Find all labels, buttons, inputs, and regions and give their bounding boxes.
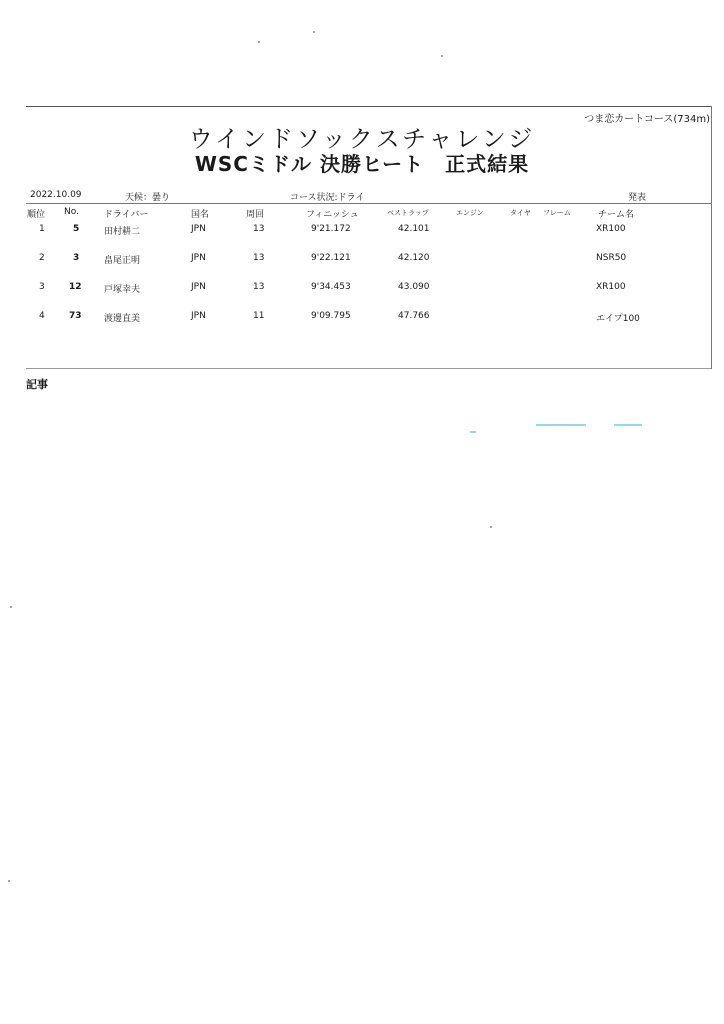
cell-country: JPN [191,224,206,234]
notes-heading: 記事 [26,378,48,391]
cell-finish: 9'09.795 [311,311,351,321]
cell-team: XR100 [596,282,626,292]
col-finish: フィニッシュ [306,210,359,220]
cell-driver: 渡邊直美 [104,314,141,324]
cell-best-lap: 43.090 [398,282,430,292]
scan-smear [470,431,476,433]
col-engine: エンジン [456,209,484,217]
cell-best-lap: 47.766 [398,311,430,321]
cell-team: XR100 [596,224,626,234]
col-driver: ドライバー [104,210,149,220]
weather: 天候：曇り [125,193,171,203]
cell-finish: 9'21.172 [311,224,351,234]
cell-laps: 13 [253,253,265,263]
event-title: ウインドソックスチャレンジ [188,125,536,153]
col-team: チーム名 [598,210,635,220]
col-laps: 周回 [246,210,265,220]
announce-label: 発表 [628,193,647,203]
cell-laps: 13 [253,224,265,234]
scan-speck [8,880,10,882]
cell-country: JPN [191,282,206,292]
cell-team: エイプ100 [596,314,640,324]
cell-laps: 11 [253,311,265,321]
scan-speck [490,526,492,528]
cell-no: 3 [73,253,80,263]
cell-team: NSR50 [596,253,627,263]
col-country: 国名 [191,210,210,220]
scan-smear [536,424,586,426]
cell-best-lap: 42.120 [398,253,430,263]
cell-rank: 2 [39,253,45,263]
header-rule [26,203,712,204]
cell-rank: 1 [39,224,45,234]
cell-best-lap: 42.101 [398,224,430,234]
cell-rank: 4 [39,311,45,321]
col-best-lap: ベストラップ [387,209,429,217]
scan-speck [441,55,443,57]
cell-driver: 畠尾正明 [104,256,141,266]
cell-finish: 9'22.121 [311,253,351,263]
top-rule [26,106,712,107]
cell-laps: 13 [253,282,265,292]
scan-speck [10,606,12,608]
scan-speck [258,41,260,43]
cell-rank: 3 [39,282,45,292]
cell-no: 73 [69,311,82,321]
track-condition: コース状況:ドライ [290,193,365,203]
scan-speck [313,31,315,33]
col-frame: フレーム [543,209,571,217]
cell-finish: 9'34.453 [311,282,351,292]
race-subtitle: WSCミドル 決勝ヒート 正式結果 [194,152,530,176]
col-rank: 順位 [27,210,46,220]
cell-no: 12 [69,282,82,292]
course-name: つま恋カートコース(734m) [584,114,710,125]
cell-country: JPN [191,253,206,263]
scan-smear [614,424,642,426]
table-bottom-rule [26,368,712,369]
col-tire: タイヤ [510,209,531,217]
cell-no: 5 [73,224,80,234]
cell-driver: 田村耕二 [104,227,141,237]
cell-driver: 戸塚幸夫 [104,285,141,295]
col-no: No. [64,207,79,217]
cell-country: JPN [191,311,206,321]
race-date: 2022.10.09 [30,190,82,200]
